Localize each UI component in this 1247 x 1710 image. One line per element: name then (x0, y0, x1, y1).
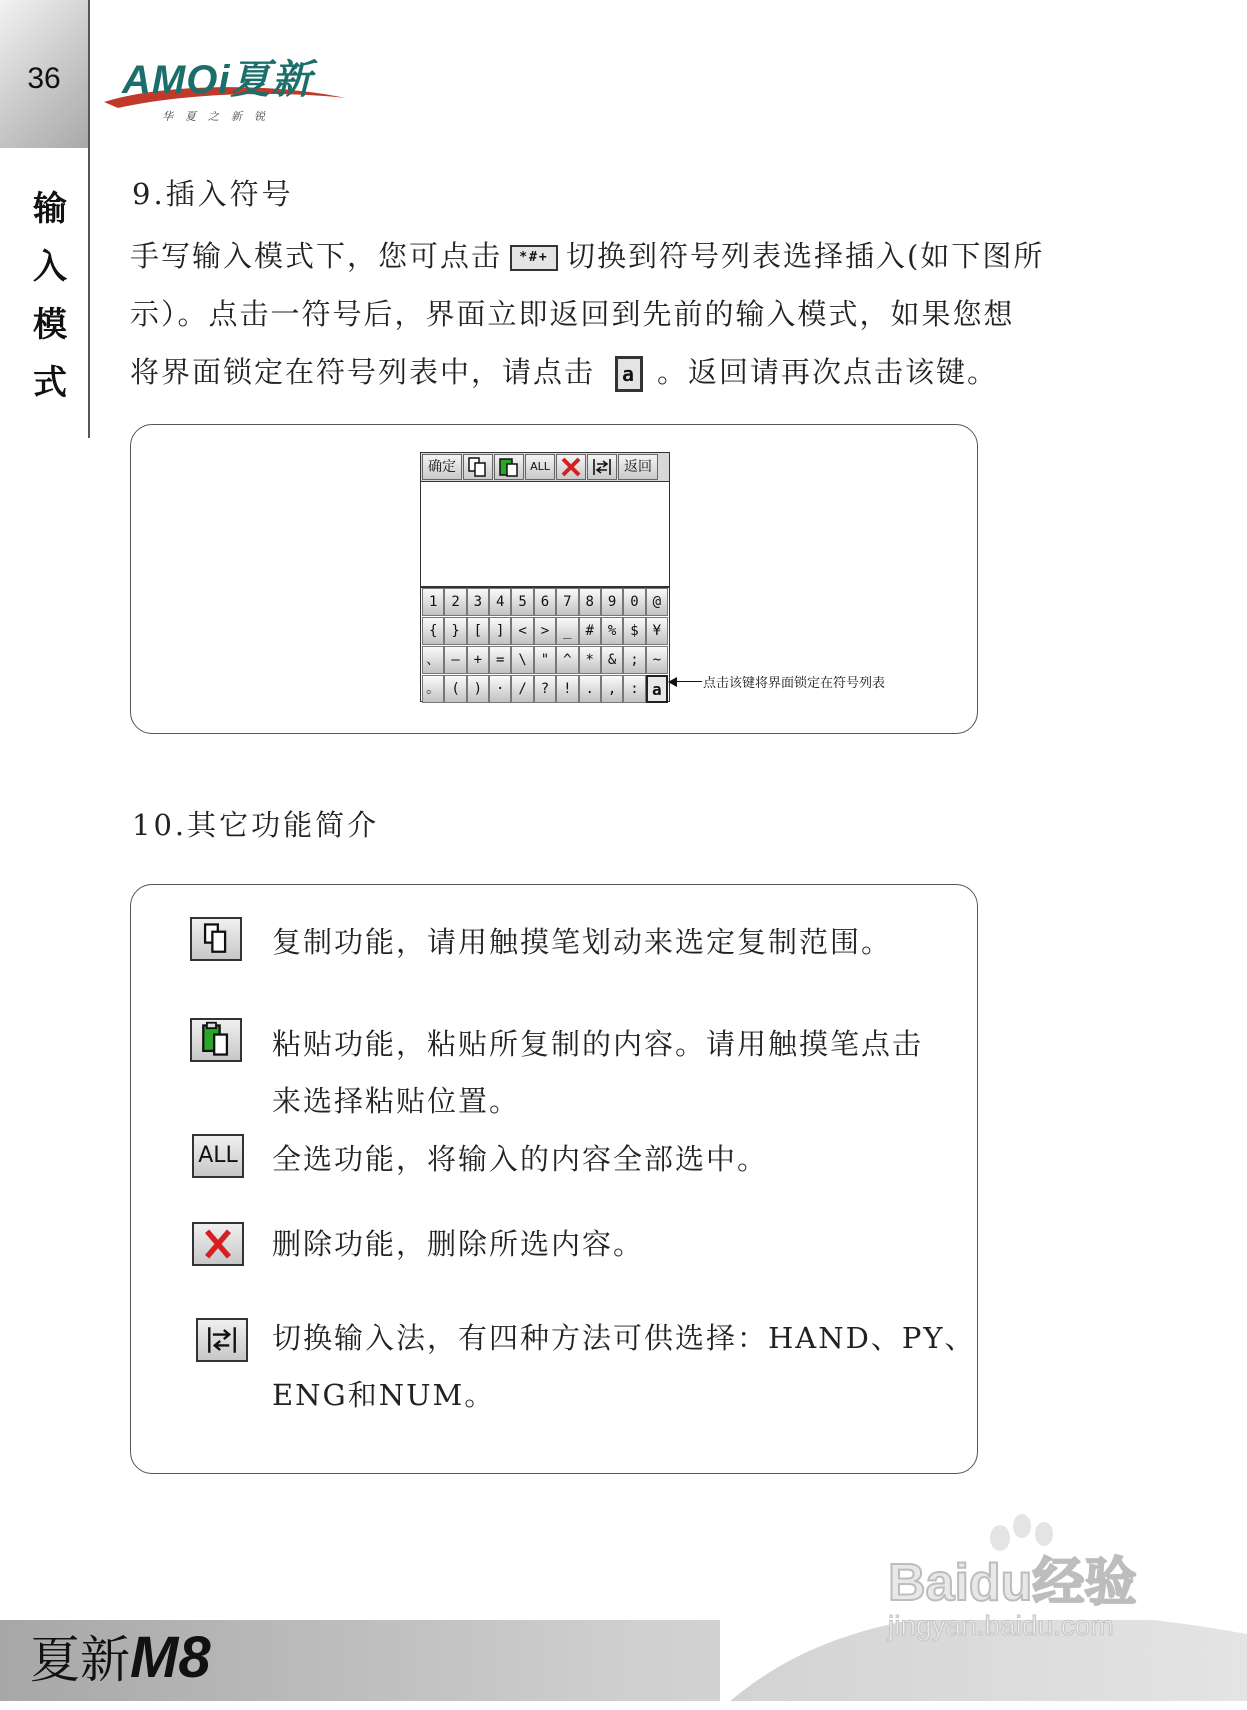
symbol-key[interactable]: ~ (646, 646, 668, 674)
feature-line: 全选功能，将输入的内容全部选中。 (272, 1142, 769, 1176)
symbol-key[interactable]: ] (489, 617, 511, 645)
lock-key-icon: a (615, 356, 643, 392)
switch-input-icon (196, 1318, 248, 1362)
side-divider (88, 0, 90, 438)
text-run: 手写输入模式下，您可点击 (130, 239, 503, 273)
symbol-key[interactable]: & (601, 646, 623, 674)
symbol-list-key-icon: *#+ (510, 245, 558, 271)
feature-switch-description (272, 1310, 976, 1424)
symbol-key[interactable]: / (511, 675, 533, 703)
symbol-key[interactable]: · (489, 675, 511, 703)
symbol-key[interactable]: # (579, 617, 601, 645)
delete-icon (192, 1222, 244, 1266)
symbol-key[interactable]: " (534, 646, 556, 674)
symbol-key[interactable]: \ (511, 646, 533, 674)
symbol-key[interactable]: 7 (556, 588, 578, 616)
paste-icon (190, 1018, 242, 1062)
feature-line: ENG和NUM。 (272, 1378, 496, 1412)
paragraph-line (130, 343, 1044, 401)
symbol-key[interactable]: 0 (623, 588, 645, 616)
feature-paste-description (272, 1016, 923, 1130)
callout-arrow-icon (668, 677, 677, 687)
back-button[interactable]: 返回 (618, 454, 658, 480)
paragraph-line: 示）。点击一符号后，界面立即返回到先前的输入模式，如果您想 (130, 297, 1015, 331)
symbol-key[interactable]: { (422, 617, 444, 645)
symbol-key[interactable]: + (467, 646, 489, 674)
feature-copy-description (272, 914, 892, 971)
watermark-url: jingyan.baidu.com (888, 1610, 1114, 1641)
feature-delete-description (272, 1216, 644, 1273)
feature-line: 来选择粘贴位置。 (272, 1084, 521, 1118)
symbol-key[interactable]: 2 (444, 588, 466, 616)
device-screen-figure (420, 452, 670, 702)
symbol-key[interactable]: 4 (489, 588, 511, 616)
footer-model: M8 (130, 1625, 211, 1690)
symbol-key[interactable]: ? (534, 675, 556, 703)
symbol-key[interactable]: ^ (556, 646, 578, 674)
symbol-key[interactable]: 3 (467, 588, 489, 616)
switch-input-icon[interactable] (587, 454, 617, 480)
symbol-key[interactable]: 、 (422, 646, 444, 674)
symbol-key[interactable]: % (601, 617, 623, 645)
symbol-key[interactable]: $ (623, 617, 645, 645)
symbol-key[interactable]: , (601, 675, 623, 703)
copy-icon[interactable] (463, 454, 493, 480)
side-label-char: 输 (33, 189, 67, 229)
footer-brand-name: 夏新 (30, 1631, 130, 1689)
symbol-key[interactable]: ( (444, 675, 466, 703)
section-10-heading: 10.其它功能简介 (132, 808, 380, 842)
symbol-key[interactable]: : (623, 675, 645, 703)
symbol-key[interactable]: [ (467, 617, 489, 645)
symbol-key[interactable]: 9 (601, 588, 623, 616)
footer-brand (30, 1620, 211, 1692)
symbol-key[interactable]: — (444, 646, 466, 674)
copy-icon (190, 917, 242, 961)
logo-slogan: 华夏之新锐 (162, 110, 277, 123)
symbol-key[interactable]: } (444, 617, 466, 645)
device-text-area[interactable] (421, 482, 669, 588)
symbol-key[interactable]: ) (467, 675, 489, 703)
symbol-key[interactable]: 。 (422, 675, 444, 703)
device-toolbar (421, 453, 669, 482)
symbol-key[interactable]: < (511, 617, 533, 645)
select-all-icon[interactable]: ALL (525, 454, 555, 480)
text-run: 切换到符号列表选择插入(如下图所 (566, 239, 1045, 273)
feature-line: 切换输入法，有四种方法可供选择：HAND、PY、 (272, 1321, 976, 1355)
feature-select-all-description (272, 1131, 768, 1188)
symbol-key[interactable]: _ (556, 617, 578, 645)
symbol-key[interactable]: ; (623, 646, 645, 674)
logo-brand: AMOi夏新 (122, 58, 313, 102)
text-run: 。返回请再次点击该键。 (657, 355, 999, 389)
watermark-text: Baidu经验 (888, 1554, 1137, 1612)
lock-key[interactable]: a (646, 675, 668, 703)
symbol-keyboard (422, 588, 668, 703)
symbol-key[interactable]: 6 (534, 588, 556, 616)
symbol-key[interactable]: @ (646, 588, 668, 616)
symbol-key[interactable]: = (489, 646, 511, 674)
paste-icon[interactable] (494, 454, 524, 480)
side-label-char: 模 (33, 305, 67, 345)
symbol-key[interactable]: 1 (422, 588, 444, 616)
symbol-key[interactable]: ¥ (646, 617, 668, 645)
feature-line: 删除功能，删除所选内容。 (272, 1227, 645, 1261)
feature-line: 复制功能，请用触摸笔划动来选定复制范围。 (272, 925, 893, 959)
callout-label: 点击该键将界面锁定在符号列表 (703, 676, 886, 691)
select-all-label: ALL (198, 1143, 238, 1168)
text-run: 将界面锁定在符号列表中，请点击 (130, 355, 596, 389)
feature-line: 粘贴功能，粘贴所复制的内容。请用触摸笔点击 (272, 1027, 924, 1061)
section-side-label (28, 180, 72, 412)
symbol-key[interactable]: > (534, 617, 556, 645)
paragraph-line (130, 227, 1044, 285)
symbol-key[interactable]: 8 (579, 588, 601, 616)
symbol-key[interactable]: 5 (511, 588, 533, 616)
symbol-key[interactable]: * (579, 646, 601, 674)
delete-icon[interactable] (556, 454, 586, 480)
section-9-heading: 9.插入符号 (132, 177, 294, 211)
confirm-button[interactable]: 确定 (422, 454, 462, 480)
side-label-char: 式 (33, 363, 67, 403)
select-all-icon (192, 1134, 244, 1178)
symbol-key[interactable]: . (579, 675, 601, 703)
section-9-paragraph (130, 227, 1044, 401)
page-number: 36 (27, 62, 61, 95)
symbol-key[interactable]: ! (556, 675, 578, 703)
side-label-char: 入 (33, 247, 67, 287)
